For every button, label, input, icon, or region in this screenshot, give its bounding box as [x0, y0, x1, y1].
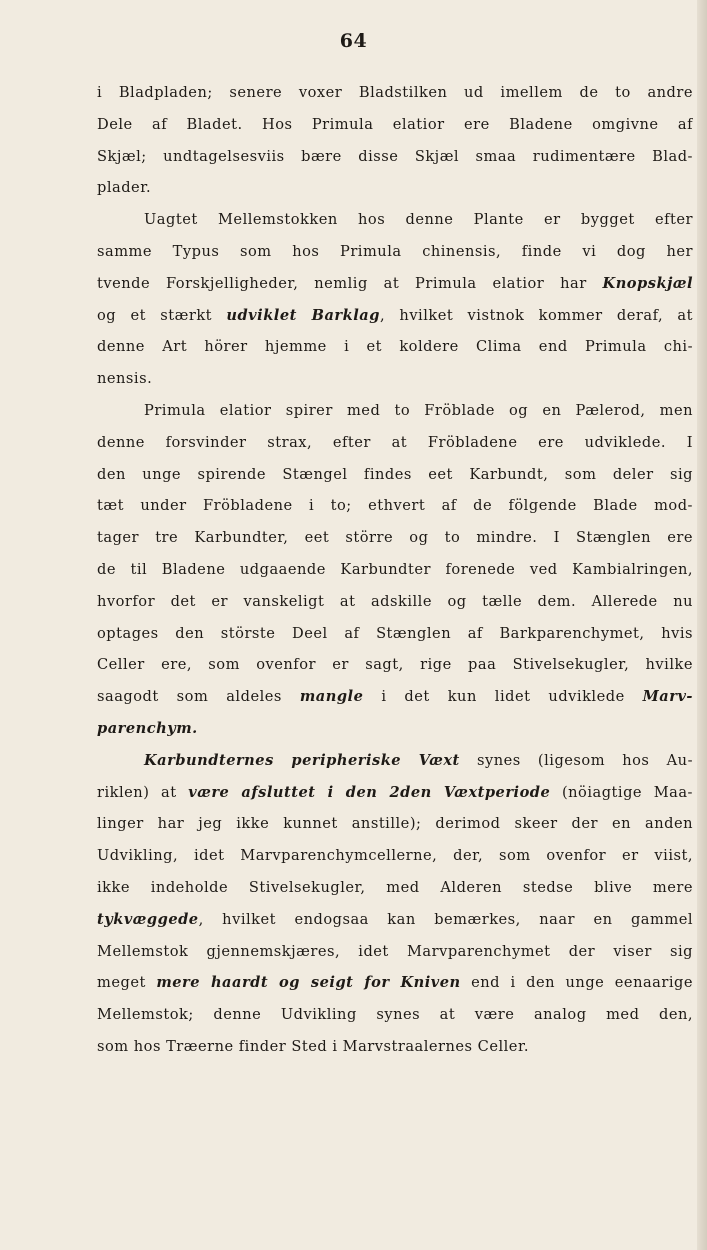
page-number: 64	[339, 30, 368, 52]
text-line	[97, 363, 693, 395]
text-line	[97, 681, 693, 713]
text-segment: linger har jeg ikke kunnet anstille); derimod skeer der en anden	[97, 815, 693, 833]
text-segment: som hos Træerne finder Sted i Marvstraalernes Celler.	[97, 1037, 529, 1055]
text-line	[97, 300, 693, 332]
text-segment: de til Bladene udgaaende Karbundter forenede ved Kambialringen,	[97, 560, 693, 578]
text-line	[97, 236, 693, 268]
text-segment: riklen) at	[97, 783, 189, 801]
text-line	[97, 936, 693, 968]
text-segment: , hvilket endogsaa kan bemærkes, naar en gammel	[198, 910, 693, 928]
text-line	[97, 427, 693, 459]
text-segment: i Bladpladen; senere voxer Bladstilken ud imellem de to andre	[97, 84, 693, 101]
text-line	[97, 204, 693, 236]
text-line	[97, 172, 693, 204]
text-segment: og et stærkt	[97, 306, 227, 324]
text-segment: saagodt som aldeles	[97, 688, 300, 706]
text-segment: Celler ere, som ovenfor er sagt, rige paa Stivelsekugler, hvilke	[97, 656, 693, 674]
body-text	[97, 77, 693, 1063]
text-line	[97, 872, 693, 904]
text-segment: i det kun lidet udviklede	[363, 688, 643, 706]
text-line	[97, 967, 693, 999]
text-line	[97, 586, 693, 618]
emphasized-text: parenchym.	[97, 719, 198, 737]
emphasized-text: mere haardt og seigt for Kniven	[156, 974, 461, 992]
text-segment: Mellemstok gjennemskjæres, idet Marvparenchymet der viser sig	[97, 942, 693, 960]
text-line	[97, 77, 693, 109]
text-segment: denne Art hörer hjemme i et koldere Clima end Primula chi-	[97, 338, 693, 356]
text-line	[97, 141, 693, 173]
text-segment: samme Typus som hos Primula chinensis, finde vi dog her	[97, 242, 693, 260]
text-segment: denne forsvinder strax, efter at Fröbladene ere udviklede. I	[97, 433, 693, 451]
text-line	[97, 777, 693, 809]
text-segment: , hvilket vistnok kommer deraf, at	[379, 306, 693, 324]
emphasized-text: tykvæggede	[97, 910, 199, 928]
text-line	[97, 904, 693, 936]
text-line	[97, 490, 693, 522]
text-segment: Dele af Bladet. Hos Primula elatior ere Bladene omgivne af	[97, 115, 693, 133]
text-line	[97, 268, 693, 300]
text-segment: (nöiagtige Maa-	[550, 783, 693, 801]
text-segment: Uagtet Mellemstokken hos denne Plante er bygget efter	[144, 211, 693, 229]
text-segment: Skjæl; undtagelsesviis bære disse Skjæl smaa rudimentære Blad-	[97, 147, 693, 165]
text-segment: nensis.	[97, 370, 153, 388]
text-segment: tvende Forskjelligheder, nemlig at Primula elatior har	[97, 274, 603, 292]
text-segment: optages den störste Deel af Stænglen af Barkparenchymet, hvis	[97, 624, 693, 642]
emphasized-text: Knopskjæl	[602, 274, 693, 292]
emphasized-text: udviklet Barklag	[226, 306, 380, 324]
text-line	[97, 331, 693, 363]
text-segment: tager tre Karbundter, eet större og to mindre. I Stænglen ere	[97, 529, 693, 547]
text-line	[97, 713, 693, 745]
text-line	[97, 745, 693, 777]
emphasized-text: mangle	[299, 688, 364, 706]
text-line	[97, 999, 693, 1031]
text-line	[97, 840, 693, 872]
text-line	[97, 109, 693, 141]
text-segment: Primula elatior spirer med to Fröblade og en Pælerod, men	[144, 401, 693, 419]
text-segment: hvorfor det er vanskeligt at adskille og tælle dem. Allerede nu	[97, 592, 693, 610]
text-line	[97, 522, 693, 554]
text-segment: meget	[97, 974, 157, 992]
text-segment: tæt under Fröbladene i to; ethvert af de fölgende Blade mod-	[97, 497, 693, 515]
emphasized-text: Marv-	[642, 688, 693, 706]
emphasized-text: Karbundternes peripheriske Væxt	[144, 751, 460, 769]
text-line	[97, 459, 693, 491]
text-line	[97, 554, 693, 586]
text-segment: synes (ligesom hos Au-	[459, 751, 693, 769]
text-line	[97, 808, 693, 840]
emphasized-text: være afsluttet i den 2den Væxtperiode	[188, 783, 551, 801]
text-segment: Mellemstok; denne Udvikling synes at være analog med den,	[97, 1006, 693, 1024]
text-segment: ikke indeholde Stivelsekugler, med Alderen stedse blive mere	[97, 878, 693, 896]
page-edge-shadow	[697, 0, 707, 1250]
text-line	[97, 1031, 693, 1063]
text-line	[97, 395, 693, 427]
text-line	[97, 649, 693, 681]
text-segment: Udvikling, idet Marvparenchymcellerne, der, som ovenfor er viist,	[97, 847, 693, 865]
text-segment: den unge spirende Stængel findes eet Karbundt, som deler sig	[97, 465, 693, 483]
text-line	[97, 618, 693, 650]
text-segment: end i den unge eenaarige	[460, 974, 693, 992]
text-segment: plader.	[97, 179, 152, 197]
